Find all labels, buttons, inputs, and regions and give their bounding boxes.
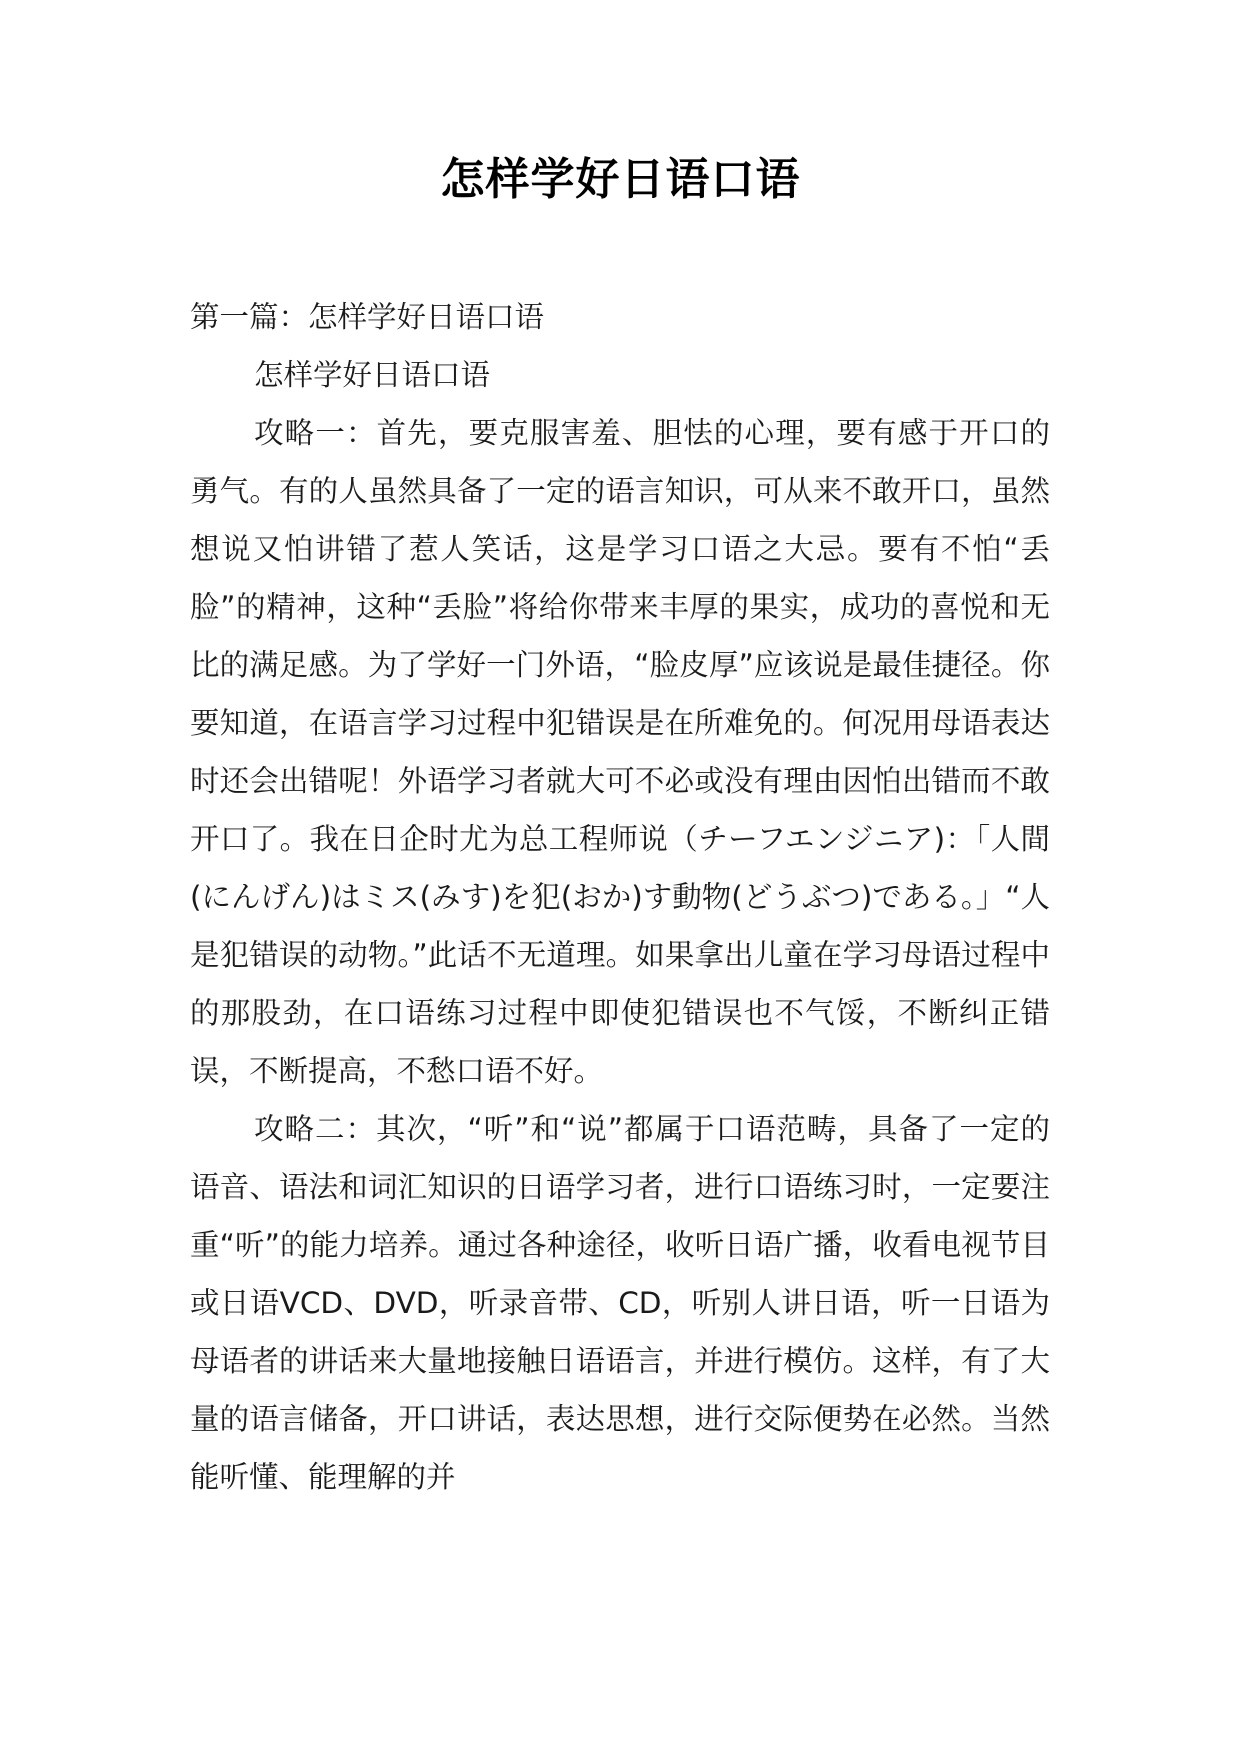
paragraph-strategy-2: 攻略二：其次，“听”和“说”都属于口语范畴，具备了一定的语音、语法和词汇知识的日语学习者，进行口语练习时，一定要注重“听”的能力培养。通过各种途径，收听日语广播，收看电视节目或日语VCD、DVD，听录音带、CD，听别人讲日语，听一日语为母语者的讲话来大量地接触日语语言，并进行模仿。这样，有了大量的语言储备，开口讲话，表达思想，进行交际便势在必然。当然能听懂、能理解的并 bbox=[190, 1112, 1050, 1494]
document-body bbox=[190, 288, 1050, 1506]
section-heading: 第一篇：怎样学好日语口语 bbox=[190, 300, 545, 334]
section-subtitle: 怎样学好日语口语 bbox=[254, 358, 491, 392]
document-title: 怎样学好日语口语 bbox=[440, 154, 801, 205]
paragraph-strategy-1: 攻略一：首先，要克服害羞、胆怯的心理，要有感于开口的勇气。有的人虽然具备了一定的语言知识，可从来不敢开口，虽然想说又怕讲错了惹人笑话，这是学习口语之大忌。要有不怕“丢脸”的精神，这种“丢脸”将给你带来丰厚的果实，成功的喜悦和无比的满足感。为了学好一门外语，“脸皮厚”应该说是最佳捷径。你要知道，在语言学习过程中犯错误是在所难免的。何况用母语表达时还会出错呢！外语学习者就大可不必或没有理由因怕出错而不敢开口了。我在日企时尤为总工程师说（チーフエンジニア)：「人間(にんげん)はミス(みす)を犯(おか)す動物(どうぶつ)である。」“人是犯错误的动物。”此话不无道理。如果拿出儿童在学习母语过程中的那股劲，在口语练习过程中即使犯错误也不气馁，不断纠正错误，不断提高，不愁口语不好。 bbox=[190, 416, 1050, 1088]
